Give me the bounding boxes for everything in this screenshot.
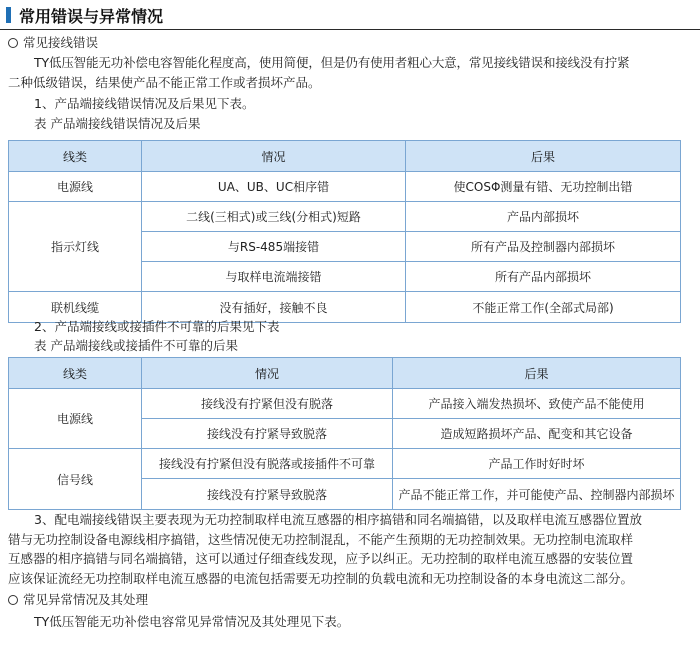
cell-type: 指示灯线 (9, 202, 142, 292)
cell-result: 不能正常工作(全部式局部) (406, 292, 681, 323)
cell-result: 造成短路损坏产品、配变和其它设备 (393, 419, 681, 449)
circle-bullet-icon (8, 38, 18, 48)
column-header: 后果 (393, 358, 681, 389)
intro-line-2: 二种低级错误，结果使产品不能正常工作或者损坏产品。 (8, 75, 321, 90)
cell-result: 所有产品及控制器内部损坏 (406, 232, 681, 262)
cell-condition: 与RS-485端接错 (142, 232, 406, 262)
cell-result: 产品工作时好时坏 (393, 449, 681, 479)
column-header: 情况 (142, 358, 393, 389)
cell-condition: 没有插好，接触不良 (142, 292, 406, 323)
cell-condition: 二线(三相式)或三线(分相式)短路 (142, 202, 406, 232)
cell-result: 产品接入端发热损坏、致使产品不能使用 (393, 389, 681, 419)
section-title (6, 4, 163, 26)
column-header: 线类 (9, 141, 142, 172)
section1-heading-text: 常见接线错误 (23, 35, 99, 50)
title-accent-bar (6, 7, 11, 23)
cell-condition: UA、UB、UC相序错 (142, 172, 406, 202)
item2-text: 2、产品端接线或接插件不可靠的后果见下表 (34, 319, 280, 334)
section2-line: TY低压智能无功补偿电容常见异常情况及其处理见下表。 (34, 614, 350, 629)
intro-line-1: TY低压智能无功补偿电容智能化程度高，使用简便，但是仍有使用者粗心大意，常见接线错误和接线没有拧紧 (34, 55, 630, 70)
item3-line: 错与无功控制设备电源线相序搞错，这些情况使无功控制混乱，不能产生预期的无功控制效果。无功控制电流取样 (8, 531, 634, 547)
table-row (9, 389, 681, 419)
cell-type: 信号线 (9, 449, 142, 510)
section1-heading (8, 35, 98, 51)
item3-line: 应该保证流经无功控制取样电流互感器的电流包括需要无功控制的负载电流和无功控制设备的本身电流这二部分。 (8, 570, 634, 586)
section2-heading (8, 592, 148, 608)
page-title: 常用错误与异常情况 (19, 6, 164, 26)
cell-result: 产品不能正常工作，并可能使产品、控制器内部损坏 (393, 479, 681, 510)
item3-paragraph (8, 510, 680, 588)
table1-caption: 表 产品端接线错误情况及后果 (34, 116, 201, 131)
item3-line: 3、配电端接线错误主要表现为无功控制取样电流互感器的相序搞错和同名端搞错，以及取样电流互感器位置放 (34, 512, 642, 527)
item1-text: 1、产品端接线错误情况及后果见下表。 (34, 96, 255, 111)
cell-result: 使COSΦ测量有错、无功控制出错 (406, 172, 681, 202)
column-header: 情况 (142, 141, 406, 172)
cell-condition: 接线没有拧紧但没有脱落 (142, 389, 393, 419)
cell-result: 所有产品内部损坏 (406, 262, 681, 292)
cell-type: 电源线 (9, 172, 142, 202)
unreliable-connection-table (8, 357, 681, 510)
table-row (9, 202, 681, 232)
section2-heading-text: 常见异常情况及其处理 (23, 592, 149, 607)
cell-type: 电源线 (9, 389, 142, 449)
table2-caption: 表 产品端接线或接插件不可靠的后果 (34, 338, 238, 353)
item3-line: 互感器的相序搞错与同名端搞错，这可以通过仔细查线发现，应予以纠正。无功控制的取样电流互感器的安装位置 (8, 551, 634, 566)
title-divider (0, 29, 700, 30)
table-row (9, 292, 681, 323)
wiring-error-table (8, 140, 681, 323)
table-row (9, 449, 681, 479)
cell-type: 联机线缆 (9, 292, 142, 323)
cell-condition: 接线没有拧紧但没有脱落或接插件不可靠 (142, 449, 393, 479)
column-header: 后果 (406, 141, 681, 172)
cell-condition: 接线没有拧紧导致脱落 (142, 419, 393, 449)
table-header-row (9, 141, 681, 172)
column-header: 线类 (9, 358, 142, 389)
table-header-row (9, 358, 681, 389)
table-row (9, 172, 681, 202)
cell-condition: 接线没有拧紧导致脱落 (142, 479, 393, 510)
cell-condition: 与取样电流端接错 (142, 262, 406, 292)
circle-bullet-icon (8, 595, 18, 605)
cell-result: 产品内部损坏 (406, 202, 681, 232)
